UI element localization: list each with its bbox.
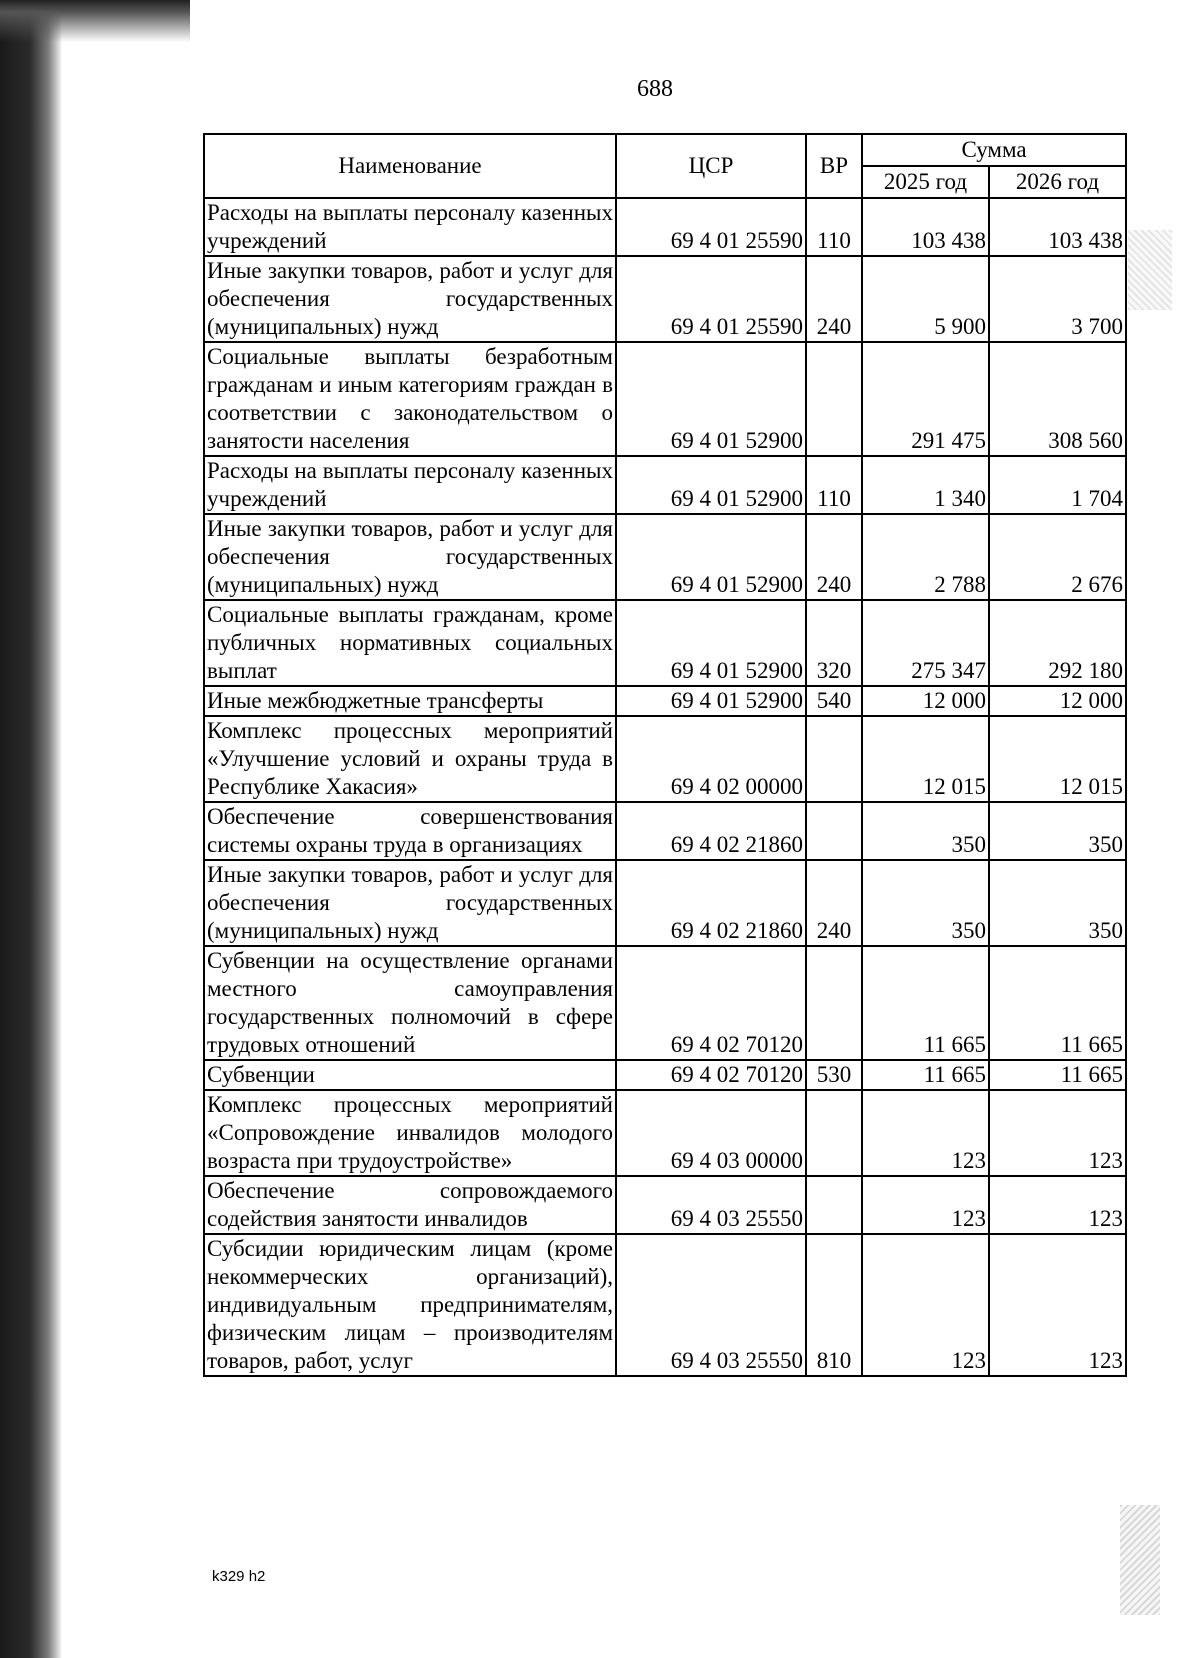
header-vr: ВР [806, 134, 862, 198]
table-row [204, 600, 1126, 686]
table-row [204, 1176, 1126, 1234]
header-csr: ЦСР [616, 134, 806, 198]
row-name: Иные закупки товаров, работ и услуг для обеспечения государственных (муниципальных) нужд [204, 860, 616, 946]
row-csr: 69 4 01 25590 [616, 256, 806, 342]
row-sum-2026: 103 438 [989, 198, 1126, 256]
row-sum-2025: 350 [862, 802, 989, 860]
row-sum-2026: 308 560 [989, 342, 1126, 456]
row-sum-2025: 123 [862, 1234, 989, 1376]
row-sum-2025: 2 788 [862, 514, 989, 600]
row-vr [806, 946, 862, 1060]
row-sum-2025: 11 665 [862, 1060, 989, 1090]
row-sum-2026: 292 180 [989, 600, 1126, 686]
header-sum: Сумма [862, 134, 1126, 166]
row-vr [806, 1176, 862, 1234]
row-sum-2025: 5 900 [862, 256, 989, 342]
row-sum-2025: 12 000 [862, 686, 989, 716]
row-csr: 69 4 01 52900 [616, 342, 806, 456]
header-name: Наименование [204, 134, 616, 198]
table-row [204, 1234, 1126, 1376]
row-sum-2026: 350 [989, 802, 1126, 860]
row-name: Социальные выплаты гражданам, кроме публичных нормативных социальных выплат [204, 600, 616, 686]
scan-edge-top [0, 0, 190, 42]
row-name: Субсидии юридическим лицам (кроме некоммерческих организаций), индивидуальным предпринимателям, физическим лицам – производителям товаров, работ, услуг [204, 1234, 616, 1376]
row-name: Обеспечение совершенствования системы охраны труда в организациях [204, 802, 616, 860]
row-csr: 69 4 02 21860 [616, 802, 806, 860]
row-csr: 69 4 02 70120 [616, 1060, 806, 1090]
row-vr: 240 [806, 860, 862, 946]
row-name: Иные межбюджетные трансферты [204, 686, 616, 716]
row-csr: 69 4 02 00000 [616, 716, 806, 802]
row-sum-2026: 123 [989, 1176, 1126, 1234]
row-vr [806, 716, 862, 802]
row-sum-2025: 123 [862, 1090, 989, 1176]
row-sum-2025: 12 015 [862, 716, 989, 802]
row-csr: 69 4 01 52900 [616, 514, 806, 600]
header-year-2026: 2026 год [989, 166, 1126, 198]
row-csr: 69 4 02 70120 [616, 946, 806, 1060]
table-row [204, 802, 1126, 860]
header-year-2025: 2025 год [862, 166, 989, 198]
table-row [204, 946, 1126, 1060]
row-sum-2026: 350 [989, 860, 1126, 946]
row-name: Обеспечение сопровождаемого содействия занятости инвалидов [204, 1176, 616, 1234]
row-csr: 69 4 02 21860 [616, 860, 806, 946]
table-row [204, 1060, 1126, 1090]
table-row [204, 456, 1126, 514]
table-row [204, 256, 1126, 342]
table-row [204, 860, 1126, 946]
row-sum-2026: 11 665 [989, 1060, 1126, 1090]
row-vr: 110 [806, 198, 862, 256]
row-vr: 320 [806, 600, 862, 686]
row-sum-2025: 291 475 [862, 342, 989, 456]
row-name: Иные закупки товаров, работ и услуг для обеспечения государственных (муниципальных) нужд [204, 256, 616, 342]
row-csr: 69 4 01 25590 [616, 198, 806, 256]
table-row [204, 342, 1126, 456]
row-vr [806, 342, 862, 456]
row-vr: 810 [806, 1234, 862, 1376]
row-sum-2026: 3 700 [989, 256, 1126, 342]
scan-noise [1128, 230, 1172, 310]
row-name: Комплекс процессных мероприятий «Сопровождение инвалидов молодого возраста при трудоустройстве» [204, 1090, 616, 1176]
table-row [204, 716, 1126, 802]
row-sum-2026: 1 704 [989, 456, 1126, 514]
row-sum-2025: 1 340 [862, 456, 989, 514]
row-name: Расходы на выплаты персоналу казенных учреждений [204, 198, 616, 256]
table-row [204, 514, 1126, 600]
budget-table [203, 133, 1127, 1377]
row-sum-2026: 12 015 [989, 716, 1126, 802]
row-name: Субвенции на осуществление органами местного самоуправления государственных полномочий в сфере трудовых отношений [204, 946, 616, 1060]
row-sum-2025: 11 665 [862, 946, 989, 1060]
row-sum-2025: 103 438 [862, 198, 989, 256]
page-number: 688 [637, 76, 673, 102]
row-csr: 69 4 01 52900 [616, 600, 806, 686]
row-csr: 69 4 03 25550 [616, 1234, 806, 1376]
row-vr: 240 [806, 514, 862, 600]
row-name: Расходы на выплаты персоналу казенных учреждений [204, 456, 616, 514]
row-vr [806, 1090, 862, 1176]
row-vr: 540 [806, 686, 862, 716]
row-name: Субвенции [204, 1060, 616, 1090]
row-sum-2025: 123 [862, 1176, 989, 1234]
document-code: k329 h2 [212, 1568, 266, 1585]
row-csr: 69 4 03 00000 [616, 1090, 806, 1176]
row-vr: 530 [806, 1060, 862, 1090]
row-vr: 110 [806, 456, 862, 514]
row-vr: 240 [806, 256, 862, 342]
row-sum-2026: 123 [989, 1090, 1126, 1176]
row-sum-2026: 12 000 [989, 686, 1126, 716]
row-vr [806, 802, 862, 860]
row-sum-2025: 350 [862, 860, 989, 946]
row-sum-2026: 2 676 [989, 514, 1126, 600]
table-row [204, 198, 1126, 256]
scan-noise [1120, 1505, 1160, 1615]
table-row [204, 686, 1126, 716]
row-name: Иные закупки товаров, работ и услуг для обеспечения государственных (муниципальных) нужд [204, 514, 616, 600]
scan-edge-left [0, 0, 62, 1658]
row-csr: 69 4 01 52900 [616, 686, 806, 716]
row-name: Комплекс процессных мероприятий «Улучшение условий и охраны труда в Республике Хакасия» [204, 716, 616, 802]
table-row [204, 1090, 1126, 1176]
row-sum-2025: 275 347 [862, 600, 989, 686]
row-csr: 69 4 03 25550 [616, 1176, 806, 1234]
row-sum-2026: 11 665 [989, 946, 1126, 1060]
row-csr: 69 4 01 52900 [616, 456, 806, 514]
row-name: Социальные выплаты безработным гражданам и иным категориям граждан в соответствии с законодательством о занятости населения [204, 342, 616, 456]
row-sum-2026: 123 [989, 1234, 1126, 1376]
